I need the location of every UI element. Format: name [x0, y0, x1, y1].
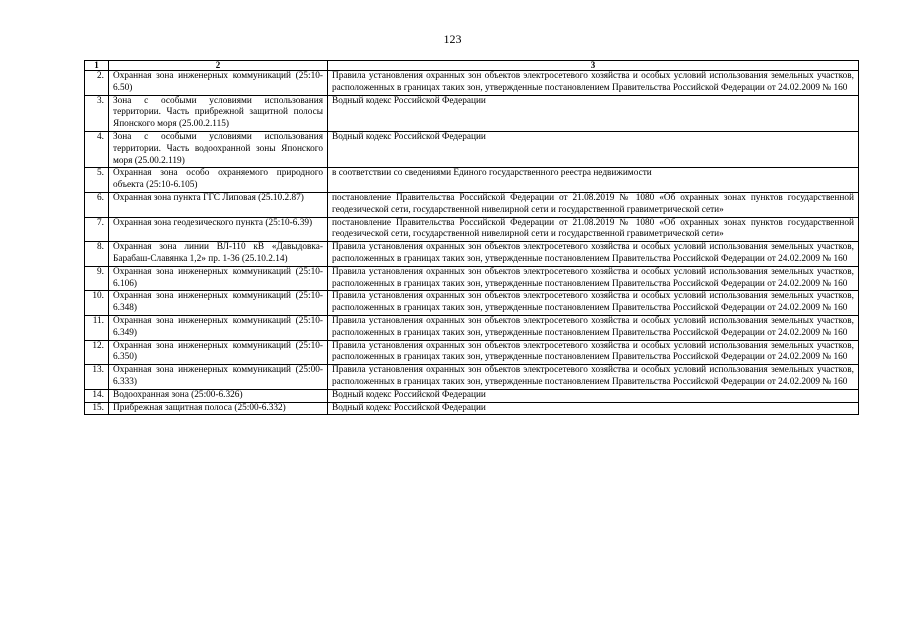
table-row	[85, 242, 859, 267]
row-number-cell: 10.	[85, 291, 109, 316]
zone-name-cell: Охранная зона инженерных коммуникаций (25:10-6.350)	[109, 340, 328, 365]
legal-basis-cell: Водный кодекс Российской Федерации	[328, 389, 859, 402]
legal-basis-cell: Водный кодекс Российской Федерации	[328, 95, 859, 131]
legal-basis-cell: Правила установления охранных зон объектов электросетевого хозяйства и особых условий использования земельных участков, расположенных в границах таких зон, утвержденные постановлением Правительства Российской Федерации от 24.02.2009 № 160	[328, 315, 859, 340]
row-number-cell: 7.	[85, 217, 109, 242]
row-number-cell: 8.	[85, 242, 109, 267]
legal-basis-cell: постановление Правительства Российской Федерации от 21.08.2019 № 1080 «Об охранных зонах пунктов государственной геодезической сети, государственной нивелирной сети и государственной гравиметрической сети»	[328, 217, 859, 242]
legal-basis-cell: Правила установления охранных зон объектов электросетевого хозяйства и особых условий использования земельных участков, расположенных в границах таких зон, утвержденные постановлением Правительства Российской Федерации от 24.02.2009 № 160	[328, 291, 859, 316]
zone-name-cell: Зона с особыми условиями использования территории. Часть прибрежной защитной полосы Японского моря (25.00.2.115)	[109, 95, 328, 131]
column-header-number: 1	[85, 61, 109, 71]
legal-basis-cell: Правила установления охранных зон объектов электросетевого хозяйства и особых условий использования земельных участков, расположенных в границах таких зон, утвержденные постановлением Правительства Российской Федерации от 24.02.2009 № 160	[328, 340, 859, 365]
zone-name-cell: Прибрежная защитная полоса (25:00-6.332)	[109, 402, 328, 415]
table-row	[85, 168, 859, 193]
table-row	[85, 192, 859, 217]
legal-basis-cell: Правила установления охранных зон объектов электросетевого хозяйства и особых условий использования земельных участков, расположенных в границах таких зон, утвержденные постановлением Правительства Российской Федерации от 24.02.2009 № 160	[328, 71, 859, 96]
row-number-cell: 2.	[85, 71, 109, 96]
table-row	[85, 365, 859, 390]
row-number-cell: 3.	[85, 95, 109, 131]
zone-name-cell: Охранная зона инженерных коммуникаций (25:10-6.50)	[109, 71, 328, 96]
table-row	[85, 266, 859, 291]
row-number-cell: 5.	[85, 168, 109, 193]
row-number-cell: 4.	[85, 131, 109, 167]
zone-name-cell: Охранная зона особо охраняемого природного объекта (25:10-6.105)	[109, 168, 328, 193]
legal-basis-cell: Правила установления охранных зон объектов электросетевого хозяйства и особых условий использования земельных участков, расположенных в границах таких зон, утвержденные постановлением Правительства Российской Федерации от 24.02.2009 № 160	[328, 266, 859, 291]
legal-basis-cell: постановление Правительства Российской Федерации от 21.08.2019 № 1080 «Об охранных зонах пунктов государственной геодезической сети, государственной нивелирной сети и государственной гравиметрической сети»	[328, 192, 859, 217]
zone-name-cell: Охранная зона пункта ГГС Липовая (25.10.2.87)	[109, 192, 328, 217]
row-number-cell: 6.	[85, 192, 109, 217]
table-row	[85, 340, 859, 365]
table-row	[85, 315, 859, 340]
row-number-cell: 9.	[85, 266, 109, 291]
zone-name-cell: Зона с особыми условиями использования территории. Часть водоохранной зоны Японского моря (25.00.2.119)	[109, 131, 328, 167]
table-row	[85, 131, 859, 167]
legal-basis-cell: Правила установления охранных зон объектов электросетевого хозяйства и особых условий использования земельных участков, расположенных в границах таких зон, утвержденные постановлением Правительства Российской Федерации от 24.02.2009 № 160	[328, 365, 859, 390]
column-header-legal-basis: 3	[328, 61, 859, 71]
zones-table	[84, 60, 859, 415]
zone-name-cell: Охранная зона инженерных коммуникаций (25:10-6.349)	[109, 315, 328, 340]
legal-basis-cell: Водный кодекс Российской Федерации	[328, 131, 859, 167]
row-number-cell: 11.	[85, 315, 109, 340]
zone-name-cell: Охранная зона линии ВЛ-110 кВ «Давыдовка-Барабаш-Славянка 1,2» пр. 1-36 (25.10.2.14)	[109, 242, 328, 267]
table-row	[85, 291, 859, 316]
legal-basis-cell: Правила установления охранных зон объектов электросетевого хозяйства и особых условий использования земельных участков, расположенных в границах таких зон, утвержденные постановлением Правительства Российской Федерации от 24.02.2009 № 160	[328, 242, 859, 267]
row-number-cell: 15.	[85, 402, 109, 415]
zone-name-cell: Водоохранная зона (25:00-6.326)	[109, 389, 328, 402]
legal-basis-cell: в соответствии со сведениями Единого государственного реестра недвижимости	[328, 168, 859, 193]
table-row	[85, 389, 859, 402]
row-number-cell: 13.	[85, 365, 109, 390]
zone-name-cell: Охранная зона геодезического пункта (25:10-6.39)	[109, 217, 328, 242]
legal-basis-cell: Водный кодекс Российской Федерации	[328, 402, 859, 415]
column-header-zone-name: 2	[109, 61, 328, 71]
row-number-cell: 12.	[85, 340, 109, 365]
zone-name-cell: Охранная зона инженерных коммуникаций (25:00-6.333)	[109, 365, 328, 390]
table-row	[85, 402, 859, 415]
table-row	[85, 217, 859, 242]
zone-name-cell: Охранная зона инженерных коммуникаций (25:10-6.348)	[109, 291, 328, 316]
page-number: 123	[443, 32, 462, 46]
table-header-row	[85, 61, 859, 71]
table-row	[85, 95, 859, 131]
table-body	[85, 71, 859, 415]
row-number-cell: 14.	[85, 389, 109, 402]
zone-name-cell: Охранная зона инженерных коммуникаций (25:10-6.106)	[109, 266, 328, 291]
table-row	[85, 71, 859, 96]
